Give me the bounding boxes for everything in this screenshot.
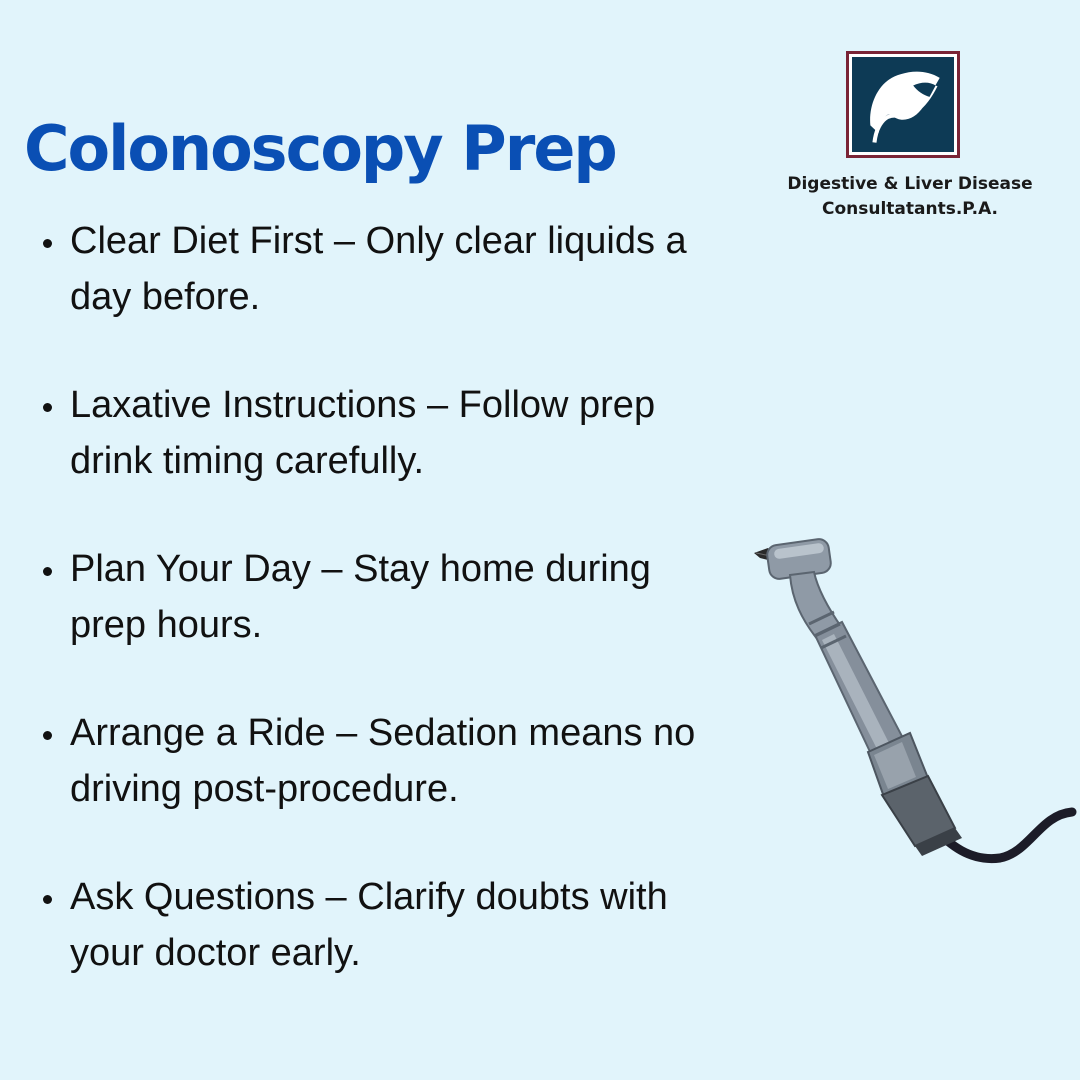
tip-separator: – — [310, 548, 354, 590]
tip-text: Sedation means no driving post-procedure. — [70, 712, 696, 810]
tip-separator: – — [416, 384, 459, 426]
organization-name — [760, 172, 1060, 222]
prep-tips-list — [40, 213, 730, 1033]
tip-label: Arrange a Ride — [70, 712, 326, 754]
liver-logo-icon — [852, 57, 954, 152]
tip-text: Stay home during prep hours. — [70, 548, 651, 646]
organization-name-line2: Consultatants.P.A. — [821, 199, 999, 219]
medical-handpiece-icon — [745, 530, 1080, 875]
tip-separator: – — [325, 712, 368, 754]
organization-logo — [846, 51, 960, 158]
list-item — [40, 541, 730, 653]
tip-text: Follow prep drink timing carefully. — [70, 384, 656, 482]
tip-text: Clarify doubts with your doctor early. — [70, 876, 668, 974]
handpiece-illustration — [745, 530, 1080, 875]
list-item — [40, 213, 730, 325]
tip-label: Plan Your Day — [70, 548, 311, 590]
list-item — [40, 377, 730, 489]
tip-text: Only clear liquids a day before. — [70, 220, 687, 318]
tip-separator: – — [323, 220, 366, 262]
tip-separator: – — [315, 876, 358, 918]
tip-label: Ask Questions — [70, 876, 315, 918]
tip-label: Clear Diet First — [70, 220, 324, 262]
organization-name-line1: Digestive & Liver Disease — [787, 174, 1033, 194]
list-item — [40, 705, 730, 817]
tip-label: Laxative Instructions — [70, 384, 417, 426]
list-item — [40, 869, 730, 981]
page-title: Colonoscopy Prep — [24, 111, 616, 185]
